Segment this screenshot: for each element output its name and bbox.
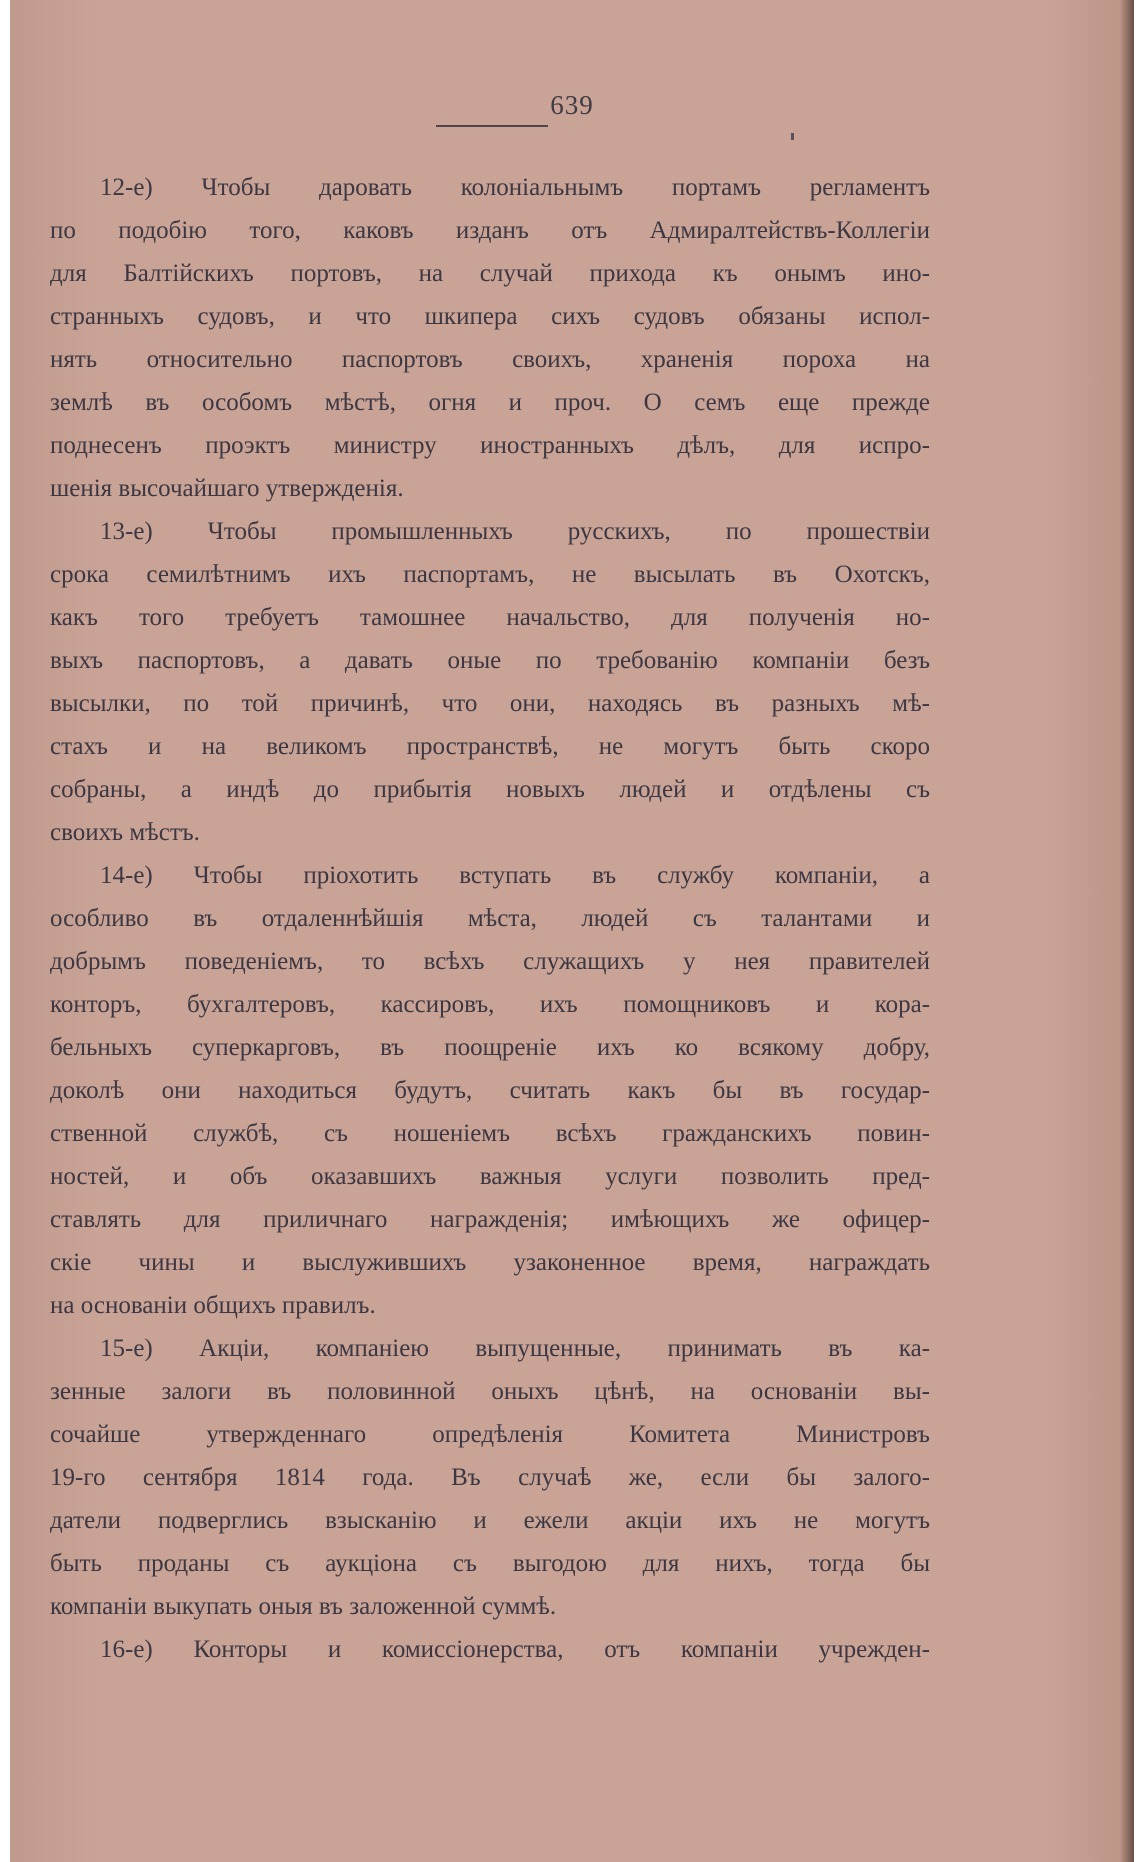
text-line: доколѣ они находиться будутъ, считать какъ бы въ государ-: [50, 1077, 930, 1104]
paragraph-14: [50, 854, 930, 1327]
text-line: выхъ паспортовъ, а давать оные по требованію компаніи безъ: [50, 647, 930, 674]
text-line: на основаніи общихъ правилъ.: [50, 1292, 376, 1319]
text-line: какъ того требуетъ тамошнее начальство, для полученія но-: [50, 604, 930, 631]
text-line: быть проданы съ аукціона съ выгодою для нихъ, тогда бы: [50, 1550, 930, 1577]
text-line: сочайше утвержденнаго опредѣленія Комитета Министровъ: [50, 1421, 930, 1448]
paragraph-13: [50, 510, 930, 854]
text-line: 13-е) Чтобы промышленныхъ русскихъ, по прошествіи: [100, 518, 930, 545]
body-text: [50, 166, 930, 1671]
text-line: компаніи выкупать оныя въ заложенной суммѣ.: [50, 1593, 557, 1620]
text-line: датели подверглись взысканію и ежели акціи ихъ не могутъ: [50, 1507, 930, 1534]
page-edge-shadow: [1120, 0, 1134, 1862]
header-ink-mark: [791, 133, 794, 140]
text-line: поднесенъ проэктъ министру иностранныхъ дѣлъ, для испро-: [50, 432, 930, 459]
text-line: собраны, а индѣ до прибытія новыхъ людей и отдѣлены съ: [50, 776, 930, 803]
text-line: высылки, по той причинѣ, что они, находясь въ разныхъ мѣ-: [50, 690, 930, 717]
text-line: странныхъ судовъ, и что шкипера сихъ судовъ обязаны испол-: [50, 303, 930, 330]
paragraph-16: [50, 1628, 930, 1671]
text-line: 19-го сентября 1814 года. Въ случаѣ же, если бы залого-: [50, 1464, 930, 1491]
text-line: для Балтійскихъ портовъ, на случай прихода къ онымъ ино-: [50, 260, 930, 287]
text-line: 15-е) Акціи, компаніею выпущенные, принимать въ ка-: [100, 1335, 930, 1362]
text-line: конторъ, бухгалтеровъ, кассировъ, ихъ помощниковъ и кора-: [50, 991, 930, 1018]
text-line: бельныхъ суперкарговъ, въ поощреніе ихъ ко всякому добру,: [50, 1034, 930, 1061]
header-rule: [436, 125, 548, 127]
text-line: шенія высочайшаго утвержденія.: [50, 475, 404, 502]
text-line: добрымъ поведеніемъ, то всѣхъ служащихъ у нея правителей: [50, 948, 930, 975]
text-line: срока семилѣтнимъ ихъ паспортамъ, не высылать въ Охотскъ,: [50, 561, 930, 588]
text-line: скіе чины и выслужившихъ узаконенное время, награждать: [50, 1249, 930, 1276]
text-line: нять относительно паспортовъ своихъ, храненія пороха на: [50, 346, 930, 373]
paragraph-15: [50, 1327, 930, 1628]
text-line: стахъ и на великомъ пространствѣ, не могутъ быть скоро: [50, 733, 930, 760]
paragraph-12: [50, 166, 930, 510]
text-line: землѣ въ особомъ мѣстѣ, огня и проч. О семъ еще прежде: [50, 389, 930, 416]
text-line: зенные залоги въ половинной оныхъ цѣнѣ, на основаніи вы-: [50, 1378, 930, 1405]
text-line: особливо въ отдаленнѣйшія мѣста, людей съ талантами и: [50, 905, 930, 932]
text-line: 14-е) Чтобы пріохотить вступать въ службу компаніи, а: [100, 862, 930, 889]
text-line: 12-е) Чтобы даровать колоніальнымъ портамъ регламентъ: [100, 174, 930, 201]
book-page: [10, 0, 1134, 1862]
text-line: ностей, и объ оказавшихъ важныя услуги позволить пред-: [50, 1163, 930, 1190]
text-line: ставлять для приличнаго награжденія; имѣющихъ же офицер-: [50, 1206, 930, 1233]
page-number: 639: [550, 90, 594, 120]
text-line: своихъ мѣстъ.: [50, 819, 200, 846]
text-line: 16-е) Конторы и комиссіонерства, отъ компаніи учрежден-: [100, 1636, 930, 1663]
text-line: ственной службѣ, съ ношеніемъ всѣхъ гражданскихъ повин-: [50, 1120, 930, 1147]
text-line: по подобію того, каковъ изданъ отъ Адмиралтействъ-Коллегіи: [50, 217, 930, 244]
